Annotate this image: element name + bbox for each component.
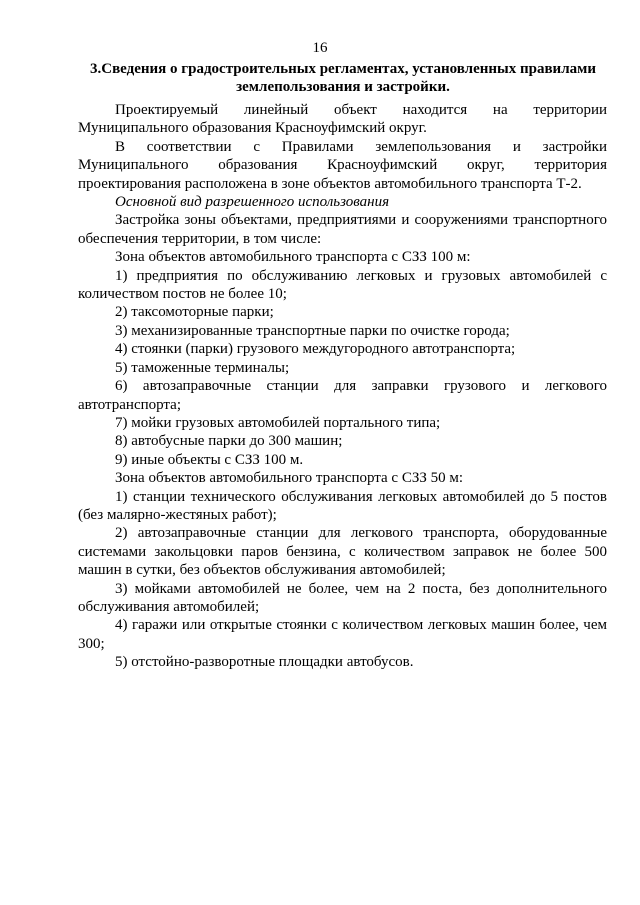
list-item: 1) станции технического обслуживания легковых автомобилей до 5 постов (без малярно-жестяных работ); (78, 488, 607, 523)
list-item: 9) иные объекты с СЗЗ 100 м. (115, 451, 304, 468)
paragraph: В соответствии с Правилами землепользования и застройки Муниципального образования Красноуфимский округ, территория проектирования расположена в зоне объектов автомобильного транспорта Т-2. (78, 138, 607, 192)
list-item: 2) автозаправочные станции для легкового транспорта, оборудованные системами закольцовки паров бензина, с количеством заправок не более 500 машин в сутки, без объектов обслуживания автомобилей; (78, 525, 607, 579)
list-item: 2) таксомоторные парки; (115, 304, 274, 321)
document-body (78, 101, 607, 672)
paragraph: Застройка зоны объектами, предприятиями и сооружениями транспортного обеспечения территории, в том числе: (78, 212, 607, 247)
zone-heading: Зона объектов автомобильного транспорта с СЗЗ 100 м: (115, 249, 471, 266)
list-item: 3) мойками автомобилей не более, чем на 2 поста, без дополнительного обслуживания автомобилей; (78, 580, 607, 615)
list-item: 1) предприятия по обслуживанию легковых и грузовых автомобилей с количеством постов не более 10; (78, 267, 607, 303)
list-item: 5) таможенные терминалы; (115, 359, 290, 376)
paragraph: Проектируемый линейный объект находится на территории Муниципального образования Красноуфимский округ. (78, 102, 607, 137)
list-item: 3) механизированные транспортные парки по очистке города; (115, 322, 510, 339)
list-item: 4) стоянки (парки) грузового междугородного автотранспорта; (115, 341, 516, 358)
zone-heading: Зона объектов автомобильного транспорта с СЗЗ 50 м: (115, 470, 464, 487)
subheading-permitted-use: Основной вид разрешенного использования (115, 194, 390, 211)
page-number: 16 (312, 40, 328, 56)
list-item: 7) мойки грузовых автомобилей портального типа; (115, 414, 441, 431)
list-item: 5) отстойно-разворотные площадки автобусов. (115, 654, 414, 671)
list-item: 4) гаражи или открытые стоянки с количеством легковых машин более, чем 300; (78, 617, 607, 652)
list-item: 6) автозаправочные станции для заправки грузового и легкового автотранспорта; (78, 378, 607, 413)
list-item: 8) автобусные парки до 300 машин; (115, 433, 343, 450)
section-heading: 3.Сведения о градостроительных регламентах, установленных правилами землепользования и застройки. (90, 61, 596, 95)
